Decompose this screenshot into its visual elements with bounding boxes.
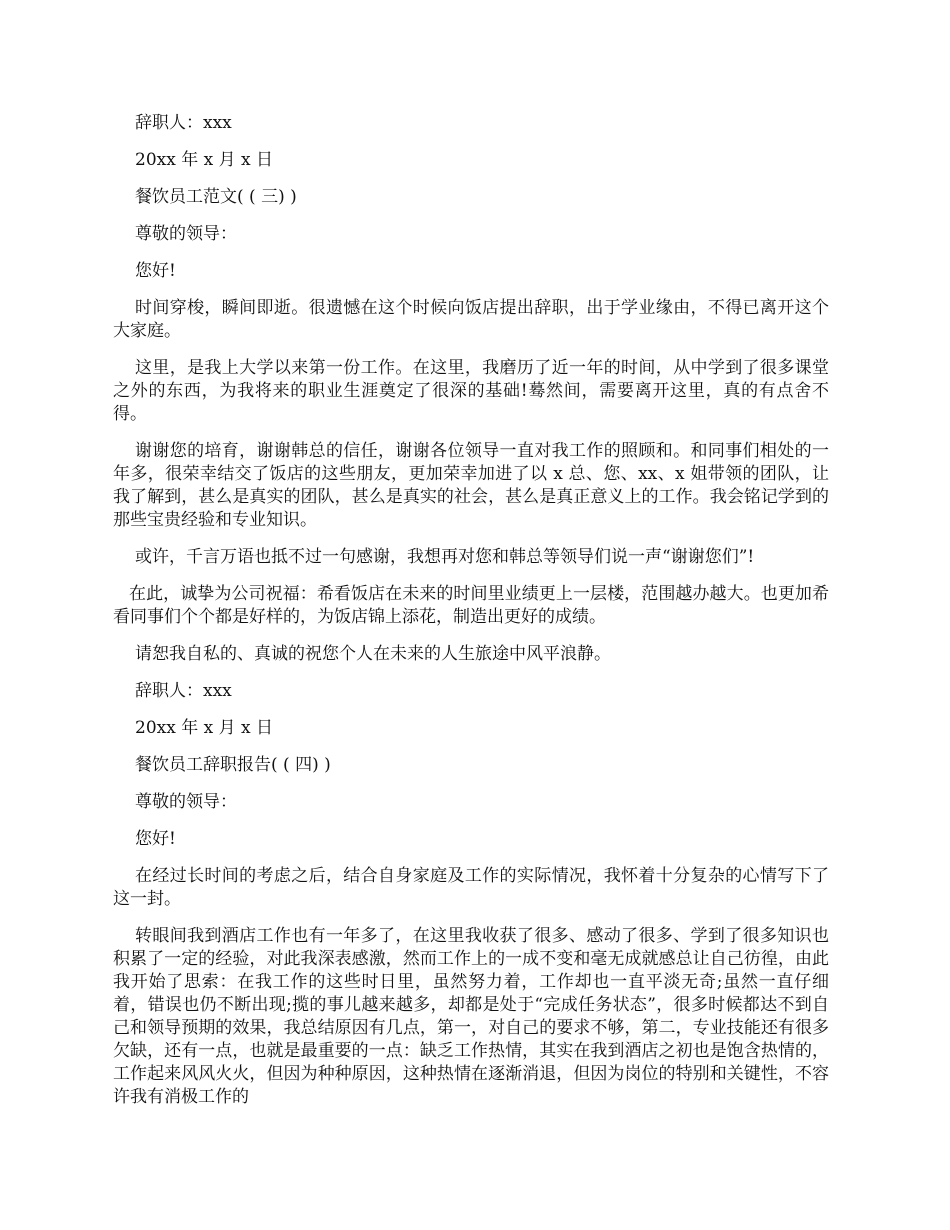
- body-paragraph: 转眼间我到酒店工作也有一年多了，在这里我收获了很多、感动了很多、学到了很多知识也积累了一定的经验，对此我深表感激，然而工作上的一成不变和毫无成就感总让自己彷徨，由此我开始了思索：在我工作的这些时日里，虽然努力着，工作却也一直平淡无奇;虽然一直仔细着，错误也仍不断出现;揽的事儿越来越多，却都是处于“完成任务状态”，很多时候都达不到自己和领导预期的效果，我总结原因有几点，第一，对自己的要求不够，第二，专业技能还有很多欠缺，还有一点，也就是最重要的一点：缺乏工作热情，其实在我到酒店之初也是饱含热情的，工作起来风风火火，但因为种种原因，这种热情在逐渐消退，但因为岗位的特别和关键性，不容许我有消极工作的: [113, 926, 829, 1107]
- section-heading: 餐饮员工辞职报告( ( 四) ): [135, 755, 331, 775]
- signer-line: 辞职人：xxx: [135, 681, 232, 701]
- date-line: 20xx 年 x 月 x 日: [135, 718, 274, 738]
- greeting: 您好!: [135, 261, 176, 281]
- document-body: [113, 112, 829, 1123]
- salutation: 尊敬的领导：: [135, 792, 237, 812]
- body-paragraph: 或许，千言万语也抵不过一句感谢，我想再对您和韩总等领导们说一声“谢谢您们”!: [135, 547, 755, 567]
- body-paragraph: 请恕我自私的、真诚的祝您个人在未来的人生旅途中风平浪静。: [135, 644, 611, 664]
- greeting: 您好!: [135, 829, 176, 849]
- body-paragraph: 谢谢您的培育，谢谢韩总的信任，谢谢各位领导一直对我工作的照顾和。和同事们相处的一年多，很荣幸结交了饭店的这些朋友，更加荣幸加进了以 x 总、您、xx、x 姐带领的团队，让我了解到，甚么是真实的团队，甚么是真实的社会，甚么是真正意义上的工作。我会铭记学到的那些宝贵经验和专业知识。: [113, 441, 829, 530]
- body-paragraph: 这里，是我上大学以来第一份工作。在这里，我磨历了近一年的时间，从中学到了很多课堂之外的东西，为我将来的职业生涯奠定了很深的基础!蓦然间，需要离开这里，真的有点舍不得。: [113, 358, 829, 424]
- body-paragraph: 在经过长时间的考虑之后，结合自身家庭及工作的实际情况，我怀着十分复杂的心情写下了这一封。: [113, 866, 829, 909]
- date-line: 20xx 年 x 月 x 日: [135, 150, 274, 170]
- section-heading: 餐饮员工范文( ( 三) ): [135, 187, 297, 207]
- salutation: 尊敬的领导：: [135, 224, 237, 244]
- body-paragraph: 时间穿梭，瞬间即逝。很遗憾在这个时候向饭店提出辞职，出于学业缘由，不得已离开这个大家庭。: [113, 298, 829, 341]
- body-paragraph: 在此，诚挚为公司祝福：希看饭店在未来的时间里业绩更上一层楼，范围越办越大。也更加希看同事们个个都是好样的，为饭店锦上添花，制造出更好的成绩。: [113, 584, 829, 627]
- signer-line: 辞职人：xxx: [135, 113, 232, 133]
